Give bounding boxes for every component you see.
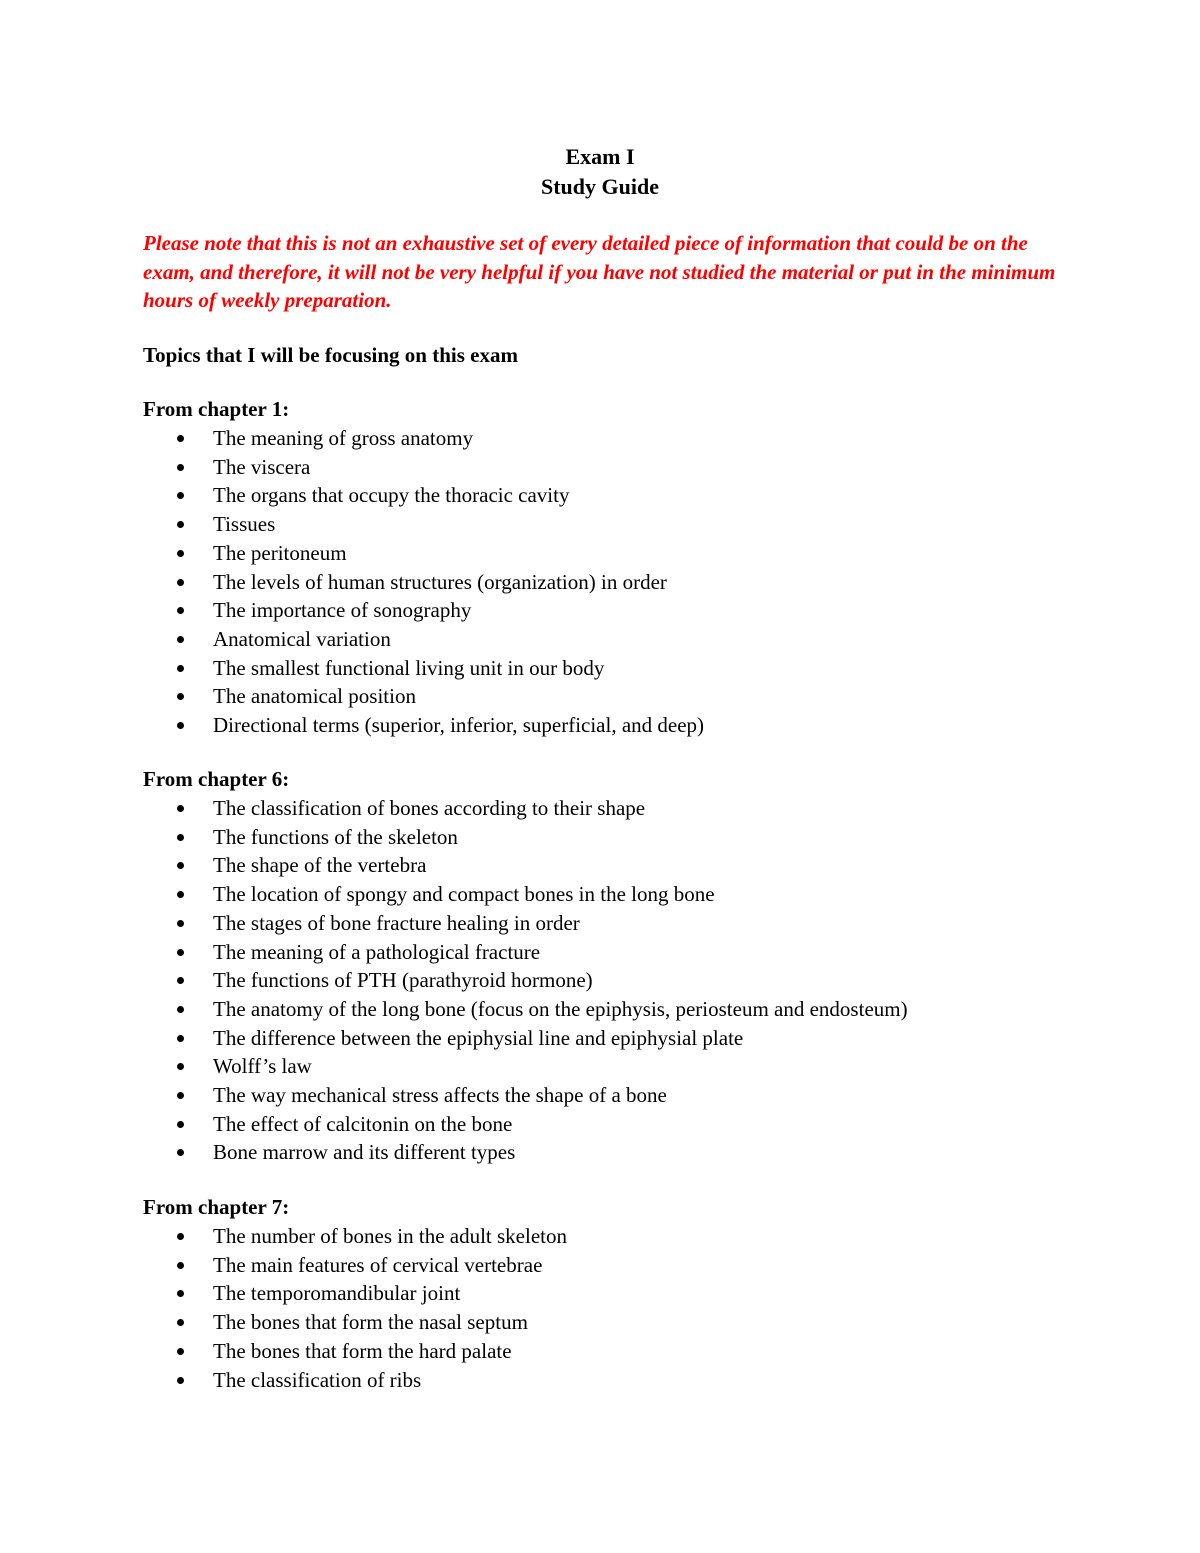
list-item-text: The functions of the skeleton (213, 824, 458, 849)
list-item-text: The main features of cervical vertebrae (213, 1252, 543, 1277)
list-item-text: Directional terms (superior, inferior, superficial, and deep) (213, 713, 705, 738)
list-item (143, 1222, 1103, 1251)
list-item (143, 938, 1103, 967)
list-item-text: The meaning of gross anatomy (213, 426, 474, 450)
list-item (143, 568, 1103, 597)
section-heading: From chapter 6: (143, 767, 290, 791)
bullet-icon (177, 665, 184, 672)
bullet-icon (177, 1319, 184, 1326)
topic-list (143, 424, 1103, 740)
list-item (143, 453, 1103, 482)
list-item-text: The temporomandibular joint (213, 1281, 461, 1306)
bullet-icon (177, 1262, 184, 1269)
list-item (143, 596, 1103, 625)
bullet-icon (177, 521, 184, 528)
disclaimer-notice: Please note that this is not an exhaustive set of every detailed piece of information that could be on the exam, and therefore, it will not be very helpful if you have not studied the material or put in the minimum hours of weekly preparation. (143, 231, 1056, 312)
bullet-icon (177, 1377, 184, 1384)
topic-list (143, 794, 1103, 1167)
topic-list (143, 1222, 1103, 1394)
bullet-icon (177, 862, 184, 869)
list-item (143, 823, 1103, 852)
bullet-icon (177, 1121, 184, 1128)
list-item (143, 1138, 1103, 1167)
list-item-text: The anatomy of the long bone (focus on the epiphysis, periosteum and endosteum) (213, 996, 908, 1021)
list-item (143, 1337, 1103, 1366)
list-item (143, 880, 1103, 909)
bullet-icon (177, 805, 184, 812)
list-item-text: The anatomical position (213, 684, 416, 709)
list-item (143, 1366, 1103, 1395)
bullet-icon (177, 1092, 184, 1099)
list-item (143, 654, 1103, 683)
bullet-icon (177, 1063, 184, 1070)
list-item (143, 625, 1103, 654)
list-item (143, 1279, 1103, 1308)
bullet-icon (177, 920, 184, 927)
bullet-icon (177, 607, 184, 614)
list-item (143, 1308, 1103, 1337)
bullet-icon (177, 722, 184, 729)
list-item-text: The smallest functional living unit in our body (213, 655, 605, 680)
title-block (0, 142, 1200, 202)
list-item (143, 851, 1103, 880)
bullet-icon (177, 492, 184, 499)
chapter-1-section (143, 395, 1103, 740)
list-item (143, 1052, 1103, 1081)
bullet-icon (177, 579, 184, 586)
list-item-text: The levels of human structures (organization) in order (213, 569, 667, 594)
list-item-text: The bones that form the hard palate (213, 1338, 512, 1363)
list-item-text: The bones that form the nasal septum (213, 1310, 528, 1335)
section-heading: From chapter 1: (143, 397, 290, 421)
list-item-text: The stages of bone fracture healing in order (213, 910, 580, 935)
list-item (143, 966, 1103, 995)
list-item-text: The shape of the vertebra (213, 853, 427, 878)
bullet-icon (177, 1149, 184, 1156)
bullet-icon (177, 464, 184, 471)
list-item-text: The peritoneum (213, 540, 347, 565)
list-item (143, 1081, 1103, 1110)
bullet-icon (177, 693, 184, 700)
bullet-icon (177, 1290, 184, 1297)
bullet-icon (177, 891, 184, 898)
list-item (143, 995, 1103, 1024)
list-item-text: The way mechanical stress affects the shape of a bone (213, 1083, 667, 1108)
bullet-icon (177, 834, 184, 841)
list-item (143, 481, 1103, 510)
list-item-text: The functions of PTH (parathyroid hormone) (213, 968, 593, 993)
bullet-icon (177, 550, 184, 557)
list-item-text: Bone marrow and its different types (213, 1140, 516, 1165)
bullet-icon (177, 1233, 184, 1240)
page-title: Exam I (565, 144, 635, 169)
list-item-text: The classification of bones according to their shape (213, 796, 646, 820)
bullet-icon (177, 949, 184, 956)
list-item-text: The difference between the epiphysial line and epiphysial plate (213, 1025, 744, 1050)
list-item-text: Wolff’s law (213, 1054, 312, 1079)
list-item-text: Tissues (213, 512, 276, 537)
page-subtitle: Study Guide (541, 174, 659, 199)
list-item (143, 1251, 1103, 1280)
bullet-icon (177, 977, 184, 984)
list-item (143, 1110, 1103, 1139)
bullet-icon (177, 1348, 184, 1355)
list-item-text: The meaning of a pathological fracture (213, 939, 541, 964)
list-item (143, 794, 1103, 823)
bullet-icon (177, 1035, 184, 1042)
list-item (143, 424, 1103, 453)
list-item (143, 539, 1103, 568)
list-item-text: The viscera (213, 454, 311, 479)
list-item (143, 510, 1103, 539)
bullet-icon (177, 435, 184, 442)
chapter-7-section (143, 1193, 1103, 1394)
list-item-text: The importance of sonography (213, 598, 472, 623)
list-item-text: The number of bones in the adult skeleton (213, 1224, 567, 1248)
list-item-text: The classification of ribs (213, 1367, 422, 1392)
list-item (143, 682, 1103, 711)
list-item-text: The organs that occupy the thoracic cavity (213, 483, 570, 508)
bullet-icon (177, 636, 184, 643)
list-item (143, 909, 1103, 938)
list-item-text: Anatomical variation (213, 626, 391, 651)
list-item-text: The effect of calcitonin on the bone (213, 1111, 513, 1136)
list-item (143, 1024, 1103, 1053)
topics-heading: Topics that I will be focusing on this exam (143, 343, 518, 367)
chapter-6-section (143, 765, 1103, 1167)
section-heading: From chapter 7: (143, 1195, 290, 1219)
list-item-text: The location of spongy and compact bones in the long bone (213, 882, 715, 907)
list-item (143, 711, 1103, 740)
bullet-icon (177, 1006, 184, 1013)
